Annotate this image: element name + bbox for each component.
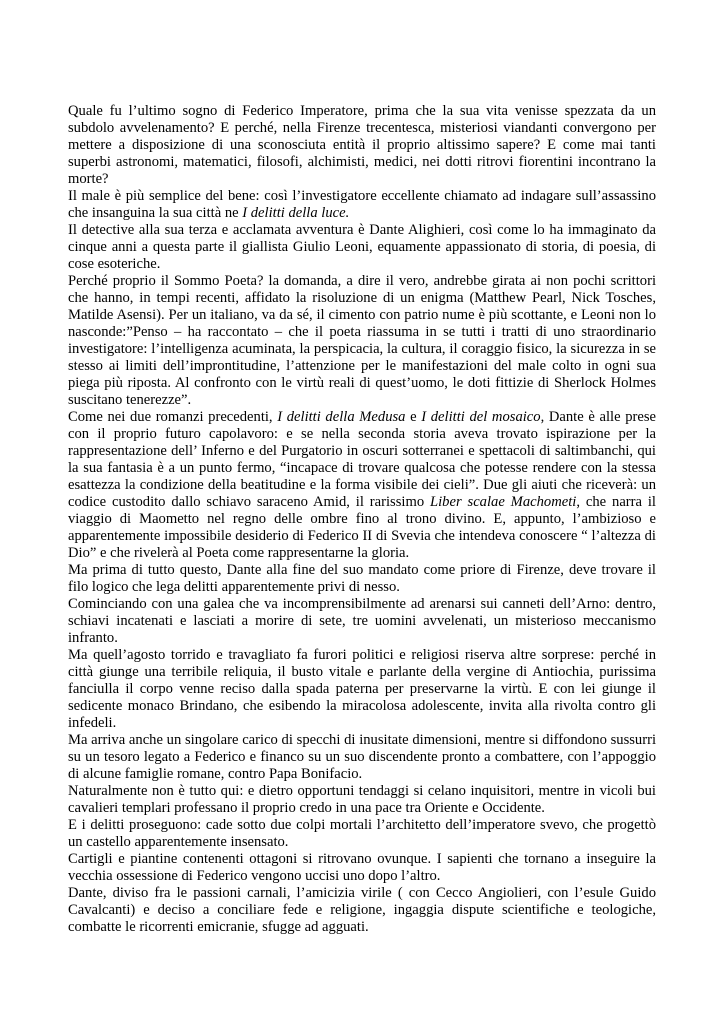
book-title: I delitti della luce. [242, 205, 350, 221]
text-run: Ma quell’agosto torrido e travagliato fa furori politici e religiosi riserva altre sorprese: perché in città giunge una terribile reliquia, il busto vitale e parlante della vergine di Antiochia, purissima fanciulla il corpo venne reciso dalla spada paterna per preservarne la virtù. E con lei giunge il sedicente monaco Brindano, che esibendo la miracolosa adolescente, invita alla rivolta contro gli infedeli. [68, 647, 656, 731]
text-run: E i delitti proseguono: cade sotto due colpi mortali l’architetto dell’imperatore svevo, che progettò un castello apparentemente insensato. [68, 817, 656, 850]
text-run: Naturalmente non è tutto qui: e dietro opportuni tendaggi si celano inquisitori, mentre in vicoli bui cavalieri templari professano il proprio credo in una pace tra Oriente e Occidente. [68, 783, 656, 816]
text-run: Come nei due romanzi precedenti, [68, 409, 278, 425]
paragraph-13 [68, 885, 656, 936]
text-run: Dante, diviso fra le passioni carnali, l’amicizia virile ( con Cecco Angiolieri, con l’esule Guido Cavalcanti) e deciso a conciliare fede e religione, ingaggia dispute scientifiche e teologiche, combatte le ricorrenti emicranie, sfugge ad agguati. [68, 885, 656, 935]
book-title: I delitti della Medusa [277, 409, 406, 425]
text-run: Quale fu l’ultimo sogno di Federico Imperatore, prima che la sua vita venisse spezzata da un subdolo avvelenamento? E perché, nella Firenze trecentesca, misteriosi viandanti convergono per mettere a disposizione di una sconosciuta entità il proprio altissimo sapere? E come mai tanti superbi astronomi, matematici, filosofi, alchimisti, medici, nei dotti ritrovi fiorentini incontrano la morte? [68, 103, 656, 187]
document-body [68, 103, 656, 936]
paragraph-5 [68, 409, 656, 562]
paragraph-10 [68, 783, 656, 817]
text-run: Perché proprio il Sommo Poeta? la domanda, a dire il vero, andrebbe girata ai non pochi scrittori che hanno, in tempi recenti, affidato la risoluzione di un enigma (Matthew Pearl, Nick Tosches, Matilde Asensi). Per un italiano, va da sé, il cimento con patrio nume è più scottante, e Leoni non lo nasconde:”Penso – ha raccontato – che il poeta riassuma in se tutti i tratti di uno straordinario investigatore: l’intelligenza acuminata, la perspicacia, la cultura, il coraggio fisico, la sicurezza in se stesso ai limiti dell’improntitudine, l’attenzione per le manifestazioni del male colto in ogni sua piega più riposta. Al confronto con le virtù reali di quest’uomo, le doti fittizie di Sherlock Holmes suscitano tenerezze”. [68, 273, 656, 408]
paragraph-1 [68, 103, 656, 188]
text-run: Cartigli e piantine contenenti ottagoni si ritrovano ovunque. I sapienti che tornano a inseguire la vecchia ossessione di Federico vengono uccisi uno dopo l’altro. [68, 851, 656, 884]
text-run: Il detective alla sua terza e acclamata avventura è Dante Alighieri, così come lo ha immaginato da cinque anni a questa parte il giallista Giulio Leoni, equamente appassionato di storia, di poesia, di cose esoteriche. [68, 222, 656, 272]
paragraph-9 [68, 732, 656, 783]
paragraph-3 [68, 222, 656, 273]
book-title: Liber scalae Machometi [430, 494, 577, 510]
paragraph-2 [68, 188, 656, 222]
text-run: Il male è più semplice del bene: così l’investigatore eccellente chiamato ad indagare sull’assassino che insanguina la sua città ne [68, 188, 656, 221]
paragraph-7 [68, 596, 656, 647]
text-run: , Dante è alle prese con il proprio futuro capolavoro: e se nella seconda storia aveva trovato ispirazione per la rappresentazione dell’ Inferno e del Purgatorio in oscuri sotterranei e spettacoli di saltimbanchi, qui la sua fantasia è a un punto fermo, “incapace di trovare qualcosa che potesse rendere con la stessa esattezza la condizione della beatitudine e la forma visibile dei cieli”. Due gli aiuti che riceverà: un codice custodito dallo schiavo saraceno Amid, il rarissimo [68, 409, 656, 510]
text-run: Ma prima di tutto questo, Dante alla fine del suo mandato come priore di Firenze, deve trovare il filo logico che lega delitti apparentemente privi di nesso. [68, 562, 656, 595]
text-run: , che narra il viaggio di Maometto nel regno delle ombre fino al trono divino. E, appunto, l’ambizioso e apparentemente impossibile desiderio di Federico II di Svevia che intendeva conoscere “ l’altezza di Dio” e che rivelerà al Poeta come rappresentarne la gloria. [68, 494, 656, 561]
paragraph-11 [68, 817, 656, 851]
text-run: e [405, 409, 422, 425]
book-title: I delitti del mosaico [421, 409, 541, 425]
text-run: Ma arriva anche un singolare carico di specchi di inusitate dimensioni, mentre si diffondono sussurri su un tesoro legato a Federico e financo su un suo discendente pronto a combattere, con l’appoggio di alcune famiglie romane, contro Papa Bonifacio. [68, 732, 656, 782]
paragraph-8 [68, 647, 656, 732]
paragraph-6 [68, 562, 656, 596]
paragraph-4 [68, 273, 656, 409]
text-run: Cominciando con una galea che va incomprensibilmente ad arenarsi sui canneti dell’Arno: dentro, schiavi incatenati e lasciati a morire di sete, tre uomini avvelenati, un misterioso meccanismo infranto. [68, 596, 656, 646]
paragraph-12 [68, 851, 656, 885]
